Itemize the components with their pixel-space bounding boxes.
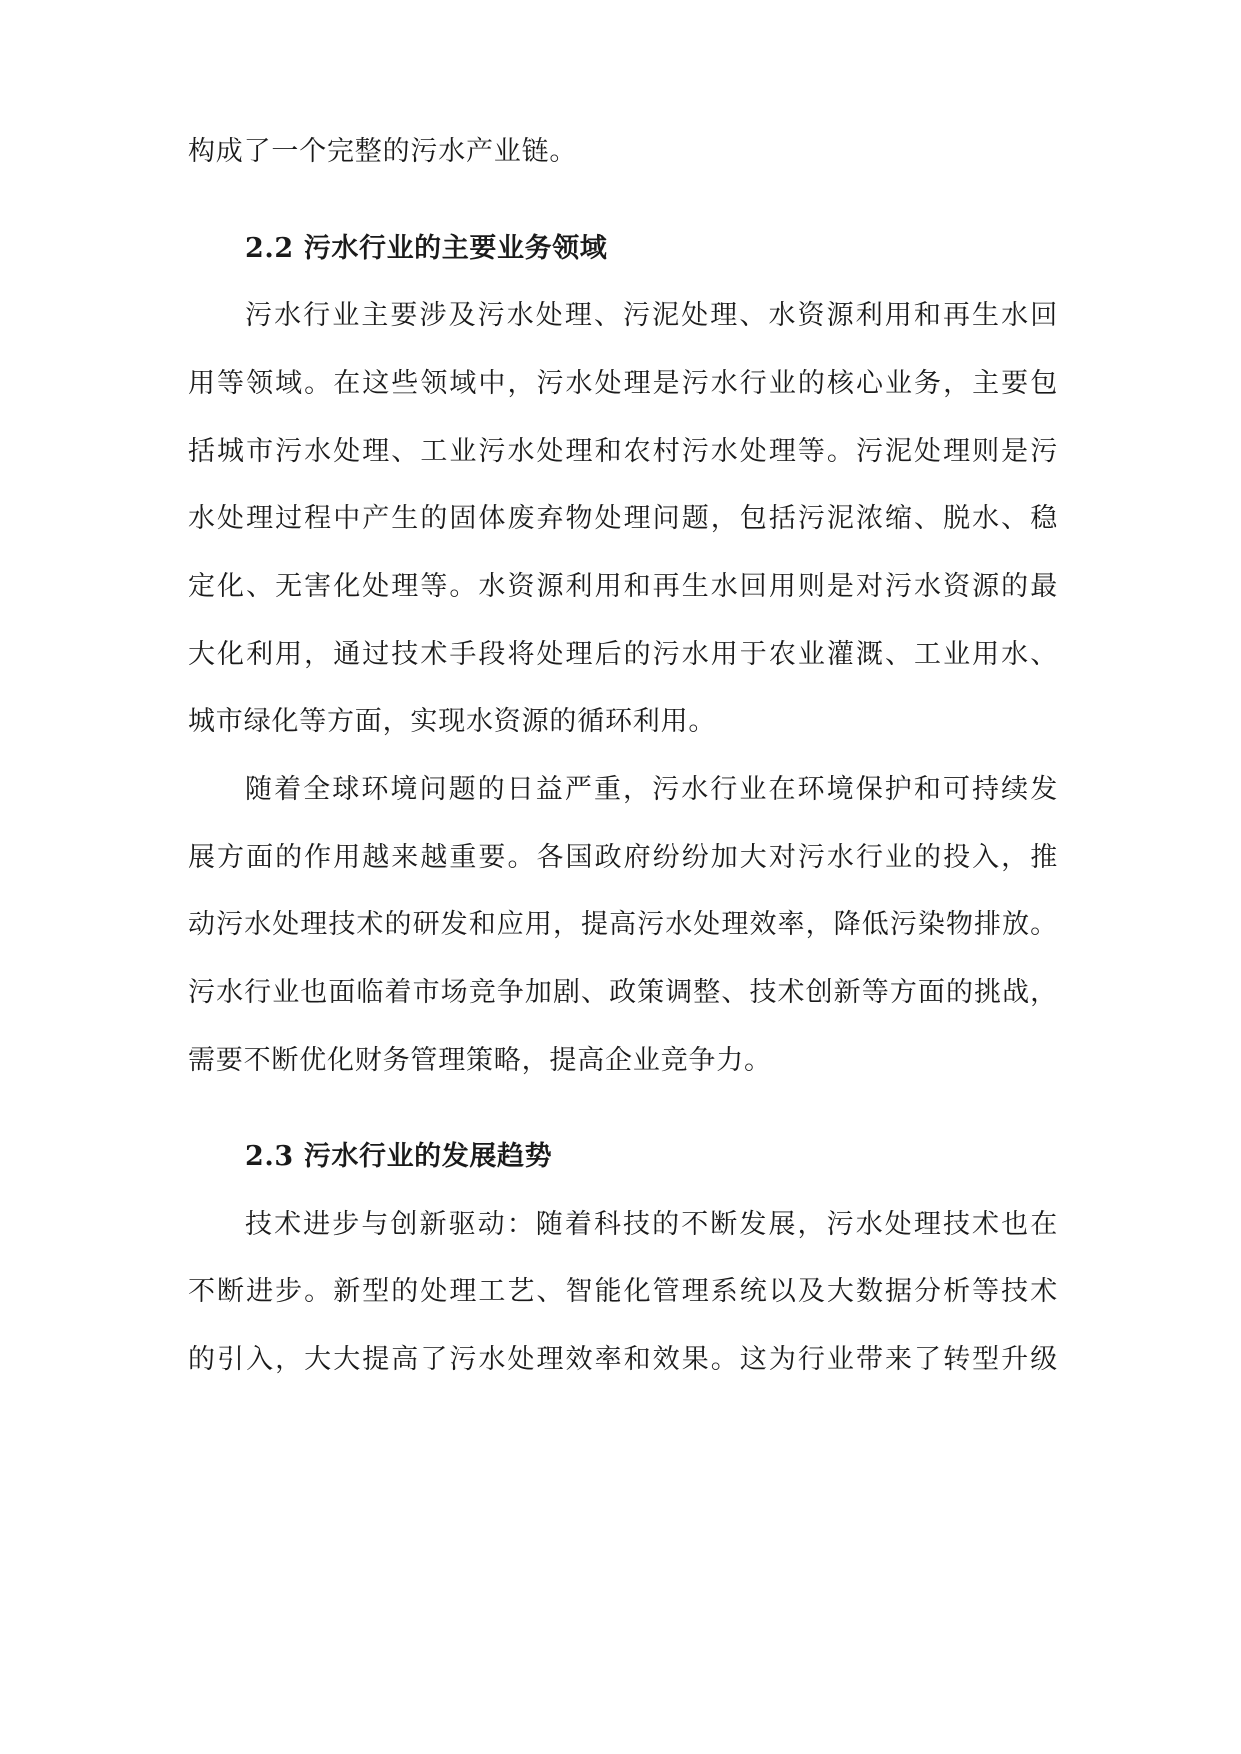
paragraph-line: 大化利用，通过技术手段将处理后的污水用于农业灌溉、工业用水、 (188, 639, 1058, 670)
paragraph-line: 括城市污水处理、工业污水处理和农村污水处理等。污泥处理则是污 (188, 436, 1058, 467)
paragraph-line: 随着全球环境问题的日益严重，污水行业在环境保护和可持续发 (245, 774, 1058, 805)
paragraph-line: 展方面的作用越来越重要。各国政府纷纷加大对污水行业的投入，推 (188, 842, 1058, 873)
paragraph-line: 不断进步。新型的处理工艺、智能化管理系统以及大数据分析等技术 (188, 1276, 1058, 1307)
paragraph-line: 技术进步与创新驱动：随着科技的不断发展，污水处理技术也在 (245, 1209, 1058, 1240)
paragraph-line: 城市绿化等方面，实现水资源的循环利用。 (188, 706, 717, 737)
paragraph-line: 需要不断优化财务管理策略，提高企业竞争力。 (188, 1045, 772, 1076)
paragraph-line: 用等领域。在这些领域中，污水处理是污水行业的核心业务，主要包 (188, 368, 1058, 399)
paragraph-line: 动污水处理技术的研发和应用，提高污水处理效率，降低污染物排放。 (188, 909, 1058, 940)
paragraph-line: 定化、无害化处理等。水资源利用和再生水回用则是对污水资源的最 (188, 571, 1058, 602)
paragraph-line: 水处理过程中产生的固体废弃物处理问题，包括污泥浓缩、脱水、稳 (188, 503, 1058, 534)
paragraph-line: 的引入，大大提高了污水处理效率和效果。这为行业带来了转型升级 (188, 1344, 1058, 1375)
section-heading-2-2: 2.2 污水行业的主要业务领域 (245, 233, 608, 264)
section-heading-2-3: 2.3 污水行业的发展趋势 (245, 1141, 553, 1172)
paragraph-line: 污水行业也面临着市场竞争加剧、政策调整、技术创新等方面的挑战， (188, 977, 1058, 1008)
paragraph-line: 污水行业主要涉及污水处理、污泥处理、水资源利用和再生水回 (245, 300, 1058, 331)
paragraph-line: 构成了一个完整的污水产业链。 (188, 136, 578, 167)
